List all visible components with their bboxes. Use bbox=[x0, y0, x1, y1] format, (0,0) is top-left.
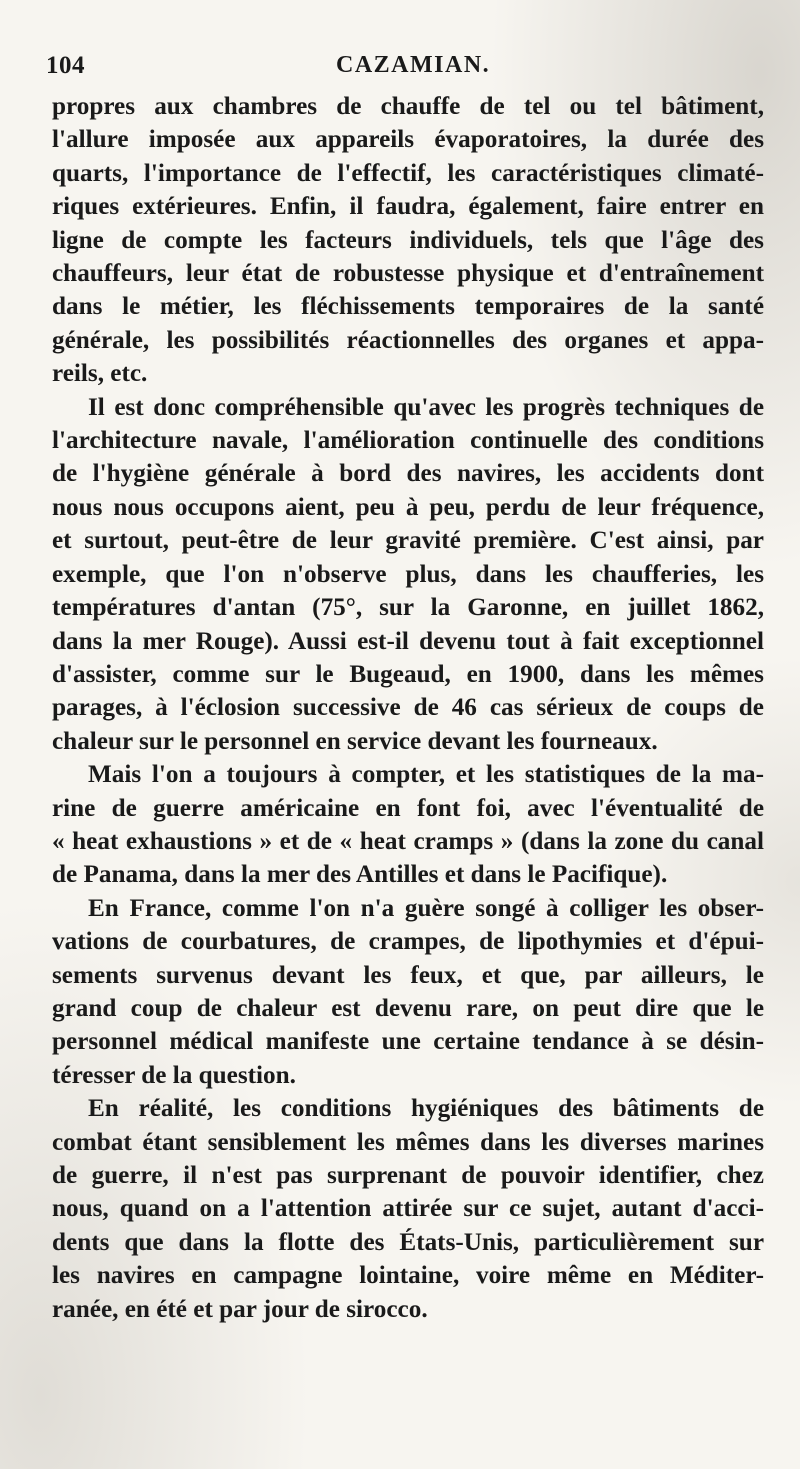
text-line: combat étant sensiblement les mêmes dans les diverses marines bbox=[52, 1128, 764, 1156]
text-line: l'architecture navale, l'amélioration continuelle des conditions bbox=[52, 427, 764, 455]
body-text bbox=[52, 90, 764, 1326]
text-line: les navires en campagne lointaine, voire même en Méditer- bbox=[52, 1262, 764, 1290]
paragraph-5 bbox=[52, 1092, 764, 1326]
paragraph-4 bbox=[52, 892, 764, 1092]
text-line: personnel médical manifeste une certaine tendance à se désin- bbox=[52, 1028, 764, 1056]
text-line: dents que dans la flotte des États-Unis, particulièrement sur bbox=[52, 1228, 764, 1256]
text-line: ranée, en été et par jour de sirocco. bbox=[52, 1295, 428, 1323]
text-line: quarts, l'importance de l'effectif, les caractéristiques climaté- bbox=[52, 159, 764, 187]
text-line: générale, les possibilités réactionnelles des organes et appa- bbox=[52, 326, 764, 354]
text-line: Mais l'on a toujours à compter, et les statistiques de la ma- bbox=[88, 761, 764, 789]
running-head: CAZAMIAN. bbox=[336, 52, 491, 78]
text-line: de guerre, il n'est pas surprenant de pouvoir identifier, chez bbox=[52, 1162, 764, 1189]
text-line: reils, etc. bbox=[52, 360, 148, 388]
text-line: et surtout, peut-être de leur gravité première. C'est ainsi, par bbox=[52, 527, 764, 555]
text-line: de Panama, dans la mer des Antilles et dans le Pacifique). bbox=[52, 861, 668, 889]
text-line: Il est donc compréhensible qu'avec les progrès techniques de bbox=[88, 393, 764, 421]
text-line: l'allure imposée aux appareils évaporatoires, la durée des bbox=[52, 126, 764, 154]
text-line: températures d'antan (75°, sur la Garonne, en juillet 1862, bbox=[52, 594, 764, 622]
page-header bbox=[46, 52, 762, 82]
text-line: grand coup de chaleur est devenu rare, on peut dire que le bbox=[52, 994, 764, 1022]
text-line: dans la mer Rouge). Aussi est-il devenu tout à fait exceptionnel bbox=[52, 627, 764, 655]
text-line: propres aux chambres de chauffe de tel ou tel bâtiment, bbox=[52, 93, 764, 120]
text-line: chaleur sur le personnel en service devant les fourneaux. bbox=[52, 727, 658, 755]
text-line: parages, à l'éclosion successive de 46 cas sérieux de coups de bbox=[52, 694, 764, 722]
page-number: 104 bbox=[46, 52, 85, 79]
text-line: nous, quand on a l'attention attirée sur ce sujet, autant d'acci- bbox=[52, 1195, 764, 1223]
paragraph-3 bbox=[52, 758, 764, 892]
text-line: vations de courbatures, de crampes, de lipothymies et d'épui- bbox=[52, 928, 764, 956]
text-line: téresser de la question. bbox=[52, 1061, 296, 1089]
text-line: ligne de compte les facteurs individuels, tels que l'âge des bbox=[52, 226, 764, 254]
text-line: exemple, que l'on n'observe plus, dans les chaufferies, les bbox=[52, 560, 764, 588]
text-line: de l'hygiène générale à bord des navires, les accidents dont bbox=[52, 460, 764, 488]
text-line: « heat exhaustions » et de « heat cramps » (dans la zone du canal bbox=[52, 827, 764, 855]
text-line: En France, comme l'on n'a guère songé à colliger les obser- bbox=[88, 894, 764, 922]
text-line: En réalité, les conditions hygiéniques des bâtiments de bbox=[88, 1095, 764, 1123]
text-line: d'assister, comme sur le Bugeaud, en 1900, dans les mêmes bbox=[52, 660, 764, 688]
paragraph-2 bbox=[52, 391, 764, 758]
text-line: chauffeurs, leur état de robustesse physique et d'entraînement bbox=[52, 260, 764, 288]
text-line: sements survenus devant les feux, et que, par ailleurs, le bbox=[52, 961, 764, 989]
text-line: nous nous occupons aient, peu à peu, perdu de leur fréquence, bbox=[52, 493, 764, 521]
text-line: dans le métier, les fléchissements temporaires de la santé bbox=[52, 293, 764, 321]
text-line: riques extérieures. Enfin, il faudra, également, faire entrer en bbox=[52, 193, 764, 221]
paragraph-1 bbox=[52, 90, 764, 391]
text-line: rine de guerre américaine en font foi, avec l'éventualité de bbox=[52, 794, 764, 822]
